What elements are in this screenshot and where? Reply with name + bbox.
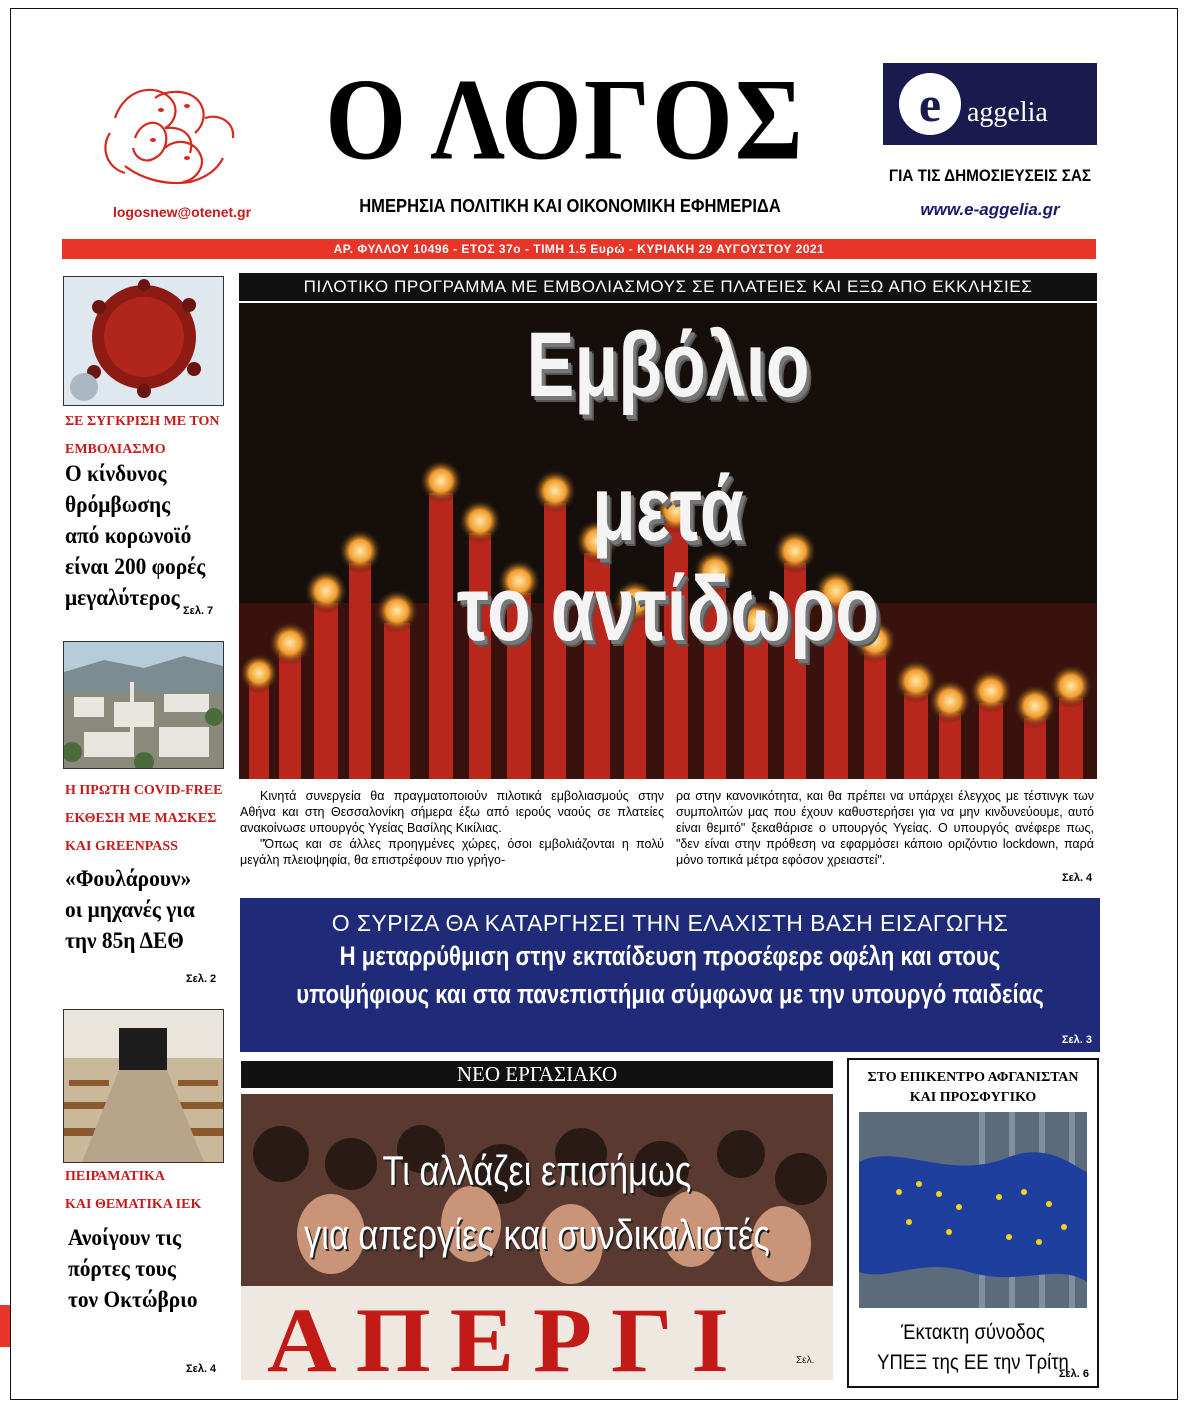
page-edge-marker [0,1305,10,1347]
afghanistan-story[interactable] [847,1058,1099,1388]
afghan-kicker-line: ΚΑΙ ΠΡΟΣΦΥΓΙΚΟ [909,1090,1037,1105]
story2-kicker-line: Η ΠΡΩΤΗ COVID-FREE [65,783,223,798]
main-headline-line-2: μετά [591,458,745,560]
ad-tagline: ΓΙΑ ΤΙΣ ΔΗΜΟΣΙΕΥΣΕΙΣ ΣΑΣ [888,166,1092,185]
story3-headline-line: πόρτες τους [68,1256,176,1281]
story2-kicker [65,777,235,861]
ad-url: www.e-aggelia.gr [920,200,1060,219]
story1-kicker-line: ΣΕ ΣΥΓΚΡΙΣΗ ΜΕ ΤΟΝ [65,414,220,429]
story2-headline-line: την 85η ΔΕΘ [65,928,184,953]
story1-headline-line: Ο κίνδυνος [65,461,167,486]
main-headline-line-1: Εμβόλιο [526,314,810,416]
story3-kicker-line: ΚΑΙ ΘΕΜΑΤΙΚΑ ΙΕΚ [65,1197,202,1212]
syriza-subheadline-line: Η μεταρρύθμιση στην εκπαίδευση προσέφερε οφέλη και στους [339,941,1001,971]
main-headline-line-3: το αντίδωρο [456,558,880,660]
syriza-subheadline-line: υποψήφιους και στα πανεπιστήμια σύμφωνα με την υπουργό παιδείας [296,979,1044,1009]
afghan-kicker-line: ΣΤΟ ΕΠΙΚΕΝΤΡΟ ΑΦΓΑΝΙΣΤΑΝ [867,1070,1079,1085]
story1-headline[interactable] [65,458,214,613]
afghan-page-ref: Σελ. 6 [1058,1368,1089,1380]
main-story-column-1 [240,788,664,868]
afghan-kicker [849,1068,1097,1108]
story1-page-ref: Σελ. 7 [183,605,214,617]
contact-email: logosnew@otenet.gr [112,204,252,220]
story2-kicker-line: ΕΚΘΕΣΗ ΜΕ ΜΑΣΚΕΣ [65,811,217,826]
story1-kicker-line: ΕΜΒΟΛΙΑΣΜΟ [65,442,166,457]
main-story-paragraph: ρα στην κανονικότητα, και θα πρέπει να υπάρχει έλεγχος με τέστινγκ των συμπολιτών μας που έχουν καθυστερήσει για να μην κινδυνεύουμε, αυτό είναι θεμιτό" ξεκαθάρισε ο υπουργός Υγείας. Ο υπουργός ανέφερε πως, "δεν είναι στην πρόθεση να εφαρμόσει κάποιο οριζόντιο lockdown, παρά μόνο τοπικά μέτρα εφόσον χρειαστεί". [676,789,1094,867]
strike-banner-text: ΑΠΕΡΓΙ [267,1289,748,1380]
classroom-image [63,1009,224,1163]
story2-headline[interactable] [65,863,214,956]
eaggelia-ad-logo [883,63,1097,145]
afghan-headline-line: Έκτακτη σύνοδος [901,1321,1045,1344]
story2-headline-line: «Φουλάρουν» [65,866,192,891]
story1-kicker [65,408,235,464]
story1-headline-line: θρόμβωσης [65,492,171,517]
main-story-paragraph: "Όπως και σε άλλες προηγμένες χώρες, όσοι εμβολιάζονται η πολύ μεγάλη πλειοψηφία, θα επιστρέφουν πιο γρήγο- [240,837,664,867]
eaggelia-e-icon: e [899,73,961,135]
labor-headline-line-2: για απεργίες και συνδικαλιστές [304,1211,770,1258]
main-story-column-2 [676,788,1094,868]
labor-page-ref: Σελ. [796,1355,815,1366]
afghan-headline [864,1318,1082,1378]
syriza-headline: Ο ΣΥΡΙΖΑ ΘΑ ΚΑΤΑΡΓΗΣΕΙ ΤΗΝ ΕΛΑΧΙΣΤΗ ΒΑΣΗ ΕΙΣΑΓΩΓΗΣ [331,910,1009,936]
story3-headline-line: Ανοίγουν τις [68,1225,181,1250]
main-story-page-ref: Σελ. 4 [1062,872,1093,884]
eu-flags-image [859,1112,1087,1308]
afghan-headline-line: ΥΠΕΞ της ΕΕ την Τρίτη [877,1351,1069,1374]
story3-headline[interactable] [68,1222,217,1315]
story1-headline-line: από κορωνοϊό [65,523,192,548]
story3-kicker-line: ΠΕΙΡΑΜΑΤΙΚΑ [65,1169,166,1184]
main-story-kicker-bar: ΠΙΛΟΤΙΚΟ ΠΡΟΓΡΑΜΜΑ ΜΕ ΕΜΒΟΛΙΑΣΜΟΥΣ ΣΕ ΠΛΑΤΕΙΕΣ ΚΑΙ ΕΞΩ ΑΠΟ ΕΚΚΛΗΣΙΕΣ [239,273,1097,301]
story1-headline-line: είναι 200 φορές [65,554,206,579]
coronavirus-image [63,276,224,406]
labor-headline-line-1: Τι αλλάζει επισήμως [382,1147,692,1194]
labor-story-kicker-bar: ΝΕΟ ΕΡΓΑΣΙΑΚΟ [241,1061,833,1088]
syriza-page-ref: Σελ. 3 [1061,1034,1092,1046]
eaggelia-logo-word: aggelia [967,97,1048,128]
story3-headline-line: τον Οκτώβριο [68,1287,198,1312]
labor-story-image[interactable] [241,1094,833,1380]
issue-info-bar: ΑΡ. ΦΥΛΛΟΥ 10496 - ΕΤΟΣ 37ο - ΤΙΜΗ 1.5 Ευρώ - ΚΥΡΙΑΚΗ 29 ΑΥΓΟΥΣΤΟΥ 2021 [62,239,1096,259]
story2-kicker-line: ΚΑΙ GREENPASS [65,839,178,854]
masthead-logo-illustration [95,78,245,196]
newspaper-subtitle: ΗΜΕΡΗΣΙΑ ΠΟΛΙΤΙΚΗ ΚΑΙ ΟΙΚΟΝΟΜΙΚΗ ΕΦΗΜΕΡΙΔΑ [359,196,781,216]
newspaper-title: Ο ΛΟΓΟΣ [325,55,805,185]
thessaloniki-city-image [63,641,224,769]
story1-headline-line: μεγαλύτερος [65,585,180,610]
story3-kicker [65,1163,235,1219]
story2-headline-line: οι μηχανές για [65,897,195,922]
story3-page-ref: Σελ. 4 [186,1363,217,1375]
main-story-paragraph: Κινητά συνεργεία θα πραγματοποιούν πιλοτικά εμβολιασμούς στην Αθήνα και στη Θεσσαλονίκη σήμερα έξω από ιερούς ναούς σε πλατείες ανακοίνωσε υπουργός Υγείας Βασίλης Κικίλιας. [240,789,664,835]
syriza-education-story[interactable] [240,898,1100,1052]
story2-page-ref: Σελ. 2 [186,973,217,985]
main-story-hero[interactable] [239,303,1097,779]
